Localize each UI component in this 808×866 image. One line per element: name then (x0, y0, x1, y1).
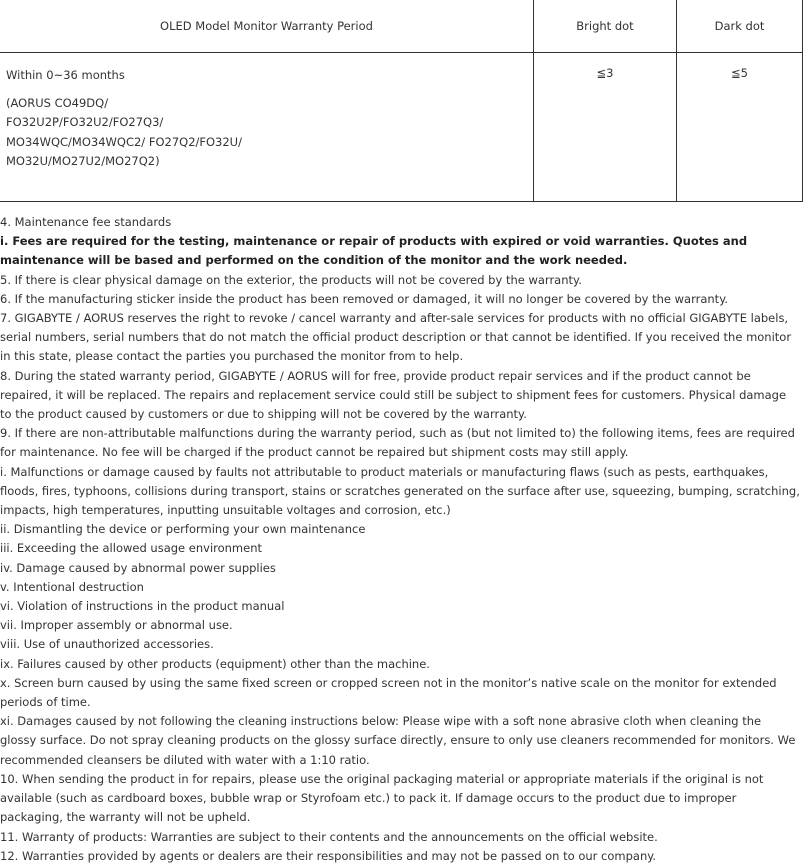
header-bright-dot: Bright dot (534, 0, 677, 53)
terms-paragraph: i. Malfunctions or damage caused by faults not attributable to product materials or manufacturing flaws (such as pests, earthquakes, floods, fires, typhoons, collisions during transport, stains or scratches generated on the surface after use, squeezing, bumping, scratching, impacts, high temperatures, inputting unsuitable voltages and corrosion, etc.) (0, 464, 800, 518)
terms-paragraph: xi. Damages caused by not following the cleaning instructions below: Please wipe with a soft none abrasive cloth when cleaning the glossy surface. Do not spray cleaning products on the glossy surface directly, ensure to only use cleaners recommended for monitors. We recommended cleansers be diluted with water with a 1:10 ratio. (0, 714, 796, 767)
terms-paragraph: x. Screen burn caused by using the same fixed screen or cropped screen not in the monitor’s native scale on the monitor for extended periods of time. (0, 675, 777, 710)
model-line: FO32U2P/FO32U2/FO27Q3/ (6, 115, 164, 129)
terms-paragraph: iii. Exceeding the allowed usage environment (0, 541, 263, 556)
header-warranty-period: OLED Model Monitor Warranty Period (0, 0, 534, 53)
terms-paragraph: ix. Failures caused by other products (equipment) other than the machine. (0, 656, 430, 671)
model-line: MO32U/MO27U2/MO27Q2) (6, 154, 160, 168)
terms-paragraph: 12. Warranties provided by agents or dealers are their responsibilities and may not be passed on to our company. (0, 848, 657, 863)
header-dark-dot: Dark dot (677, 0, 803, 53)
bright-dot-value: ≦3 (534, 53, 677, 202)
warranty-table (0, 0, 803, 202)
terms-paragraph: 4. Maintenance fee standards (0, 215, 172, 229)
terms-paragraph: 11. Warranty of products: Warranties are subject to their contents and the announcements on the official website. (0, 829, 658, 844)
warranty-period-text: Within 0~36 months (6, 68, 125, 82)
terms-paragraph: v. Intentional destruction (0, 579, 144, 594)
terms-paragraph: iv. Damage caused by abnormal power supplies (0, 560, 276, 575)
table-row (0, 53, 803, 202)
dark-dot-value: ≦5 (677, 53, 803, 202)
terms-paragraph: vi. Violation of instructions in the product manual (0, 599, 285, 614)
terms-paragraph: i. Fees are required for the testing, maintenance or repair of products with expired or void warranties. Quotes and maintenance will be based and performed on the condition of the monitor and the work needed. (0, 234, 748, 268)
terms-paragraph: 5. If there is clear physical damage on the exterior, the products will not be covered by the warranty. (0, 272, 582, 287)
warranty-terms (0, 213, 800, 866)
model-cell (0, 53, 534, 202)
terms-paragraph: 8. During the stated warranty period, GIGABYTE / AORUS will for free, provide product repair services and if the product cannot be repaired, it will be replaced. The repairs and replacement service could still be subject to shipment fees for customers. Physical damage to the product caused by customers or due to shipping will not be covered by the warranty. (0, 368, 787, 422)
model-line: MO34WQC/MO34WQC2/ FO27Q2/FO32U/ (6, 134, 242, 149)
terms-paragraph: viii. Use of unauthorized accessories. (0, 637, 214, 652)
terms-paragraph: 7. GIGABYTE / AORUS reserves the right to revoke / cancel warranty and after-sale services for products with no official GIGABYTE labels, serial numbers, serial numbers that do not match the official product description or that cannot be identified. If you received the monitor in this state, please contact the parties you purchased the monitor from to help. (0, 311, 792, 364)
table-header-row (0, 0, 803, 53)
terms-paragraph: 9. If there are non-attributable malfunctions during the warranty period, such as (but not limited to) the following items, fees are required for maintenance. No fee will be charged if the product cannot be repaired but shipment costs may still apply. (0, 426, 795, 460)
terms-paragraph: 10. When sending the product in for repairs, please use the original packaging material or appropriate materials if the original is not available (such as cardboard boxes, bubble wrap or Styrofoam etc.) to pack it. If damage occurs to the product due to improper packaging, the warranty will not be upheld. (0, 771, 764, 825)
terms-paragraph: vii. Improper assembly or abnormal use. (0, 618, 233, 633)
terms-paragraph: 6. If the manufacturing sticker inside the product has been removed or damaged, it will no longer be covered by the warranty. (0, 291, 729, 306)
terms-paragraph: ii. Dismantling the device or performing your own maintenance (0, 522, 366, 537)
model-line: (AORUS CO49DQ/ (6, 95, 109, 110)
